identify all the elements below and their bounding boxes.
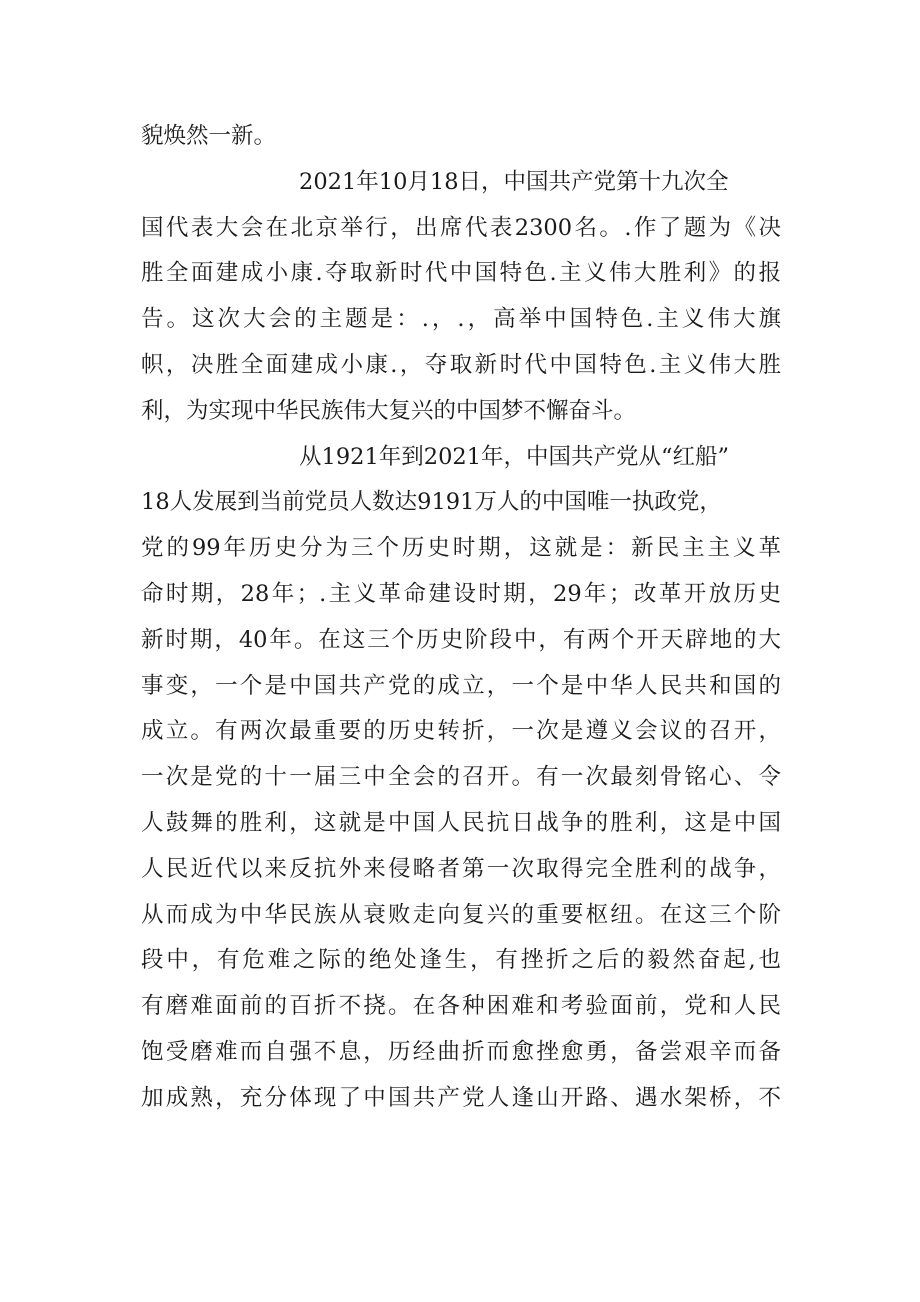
- text-line: 成立。有两次最重要的历史转折，一次是遵义会议的召开，: [141, 718, 781, 745]
- text-line: 命时期，28年；.主义革命建设时期，29年；改革开放历史: [141, 580, 781, 607]
- text-line: 一次是党的十一届三中全会的召开。有一次最刻骨铭心、令: [141, 764, 781, 791]
- text-line: 18人发展到当前党员人数达9191万人的中国唯一执政党，: [141, 489, 722, 516]
- text-line: 利，为实现中华民族伟大复兴的中国梦不懈奋斗。: [141, 397, 637, 424]
- text-line: 人鼓舞的胜利，这就是中国人民抗日战争的胜利，这是中国: [141, 809, 781, 836]
- text-line: 2021年10月18日，中国共产党第十九次全: [299, 168, 729, 195]
- text-line: 帜，决胜全面建成小康.，夺取新时代中国特色.主义伟大胜: [141, 351, 781, 378]
- text-line: 段中，有危难之际的绝处逢生，有挫折之后的毅然奋起,也: [141, 947, 781, 974]
- text-line: 人民近代以来反抗外来侵略者第一次取得完全胜利的战争，: [141, 855, 781, 882]
- text-line: 从而成为中华民族从衰败走向复兴的重要枢纽。在这三个阶: [141, 901, 781, 928]
- text-line: 事变，一个是中国共产党的成立，一个是中华人民共和国的: [141, 672, 781, 699]
- text-line: 国代表大会在北京举行，出席代表2300名。.作了题为《决: [141, 214, 781, 241]
- text-line: 加成熟，充分体现了中国共产党人逢山开路、遇水架桥，不: [141, 1084, 781, 1111]
- text-line: 胜全面建成小康.夺取新时代中国特色.主义伟大胜利》的报: [141, 260, 781, 287]
- text-line: 从1921年到2021年，中国共产党从“红船”: [299, 443, 730, 470]
- text-line: 新时期，40年。在这三个历史阶段中，有两个开天辟地的大: [141, 626, 781, 653]
- text-line: 有磨难面前的百折不挠。在各种困难和考验面前，党和人民: [141, 993, 781, 1020]
- text-line: 党的99年历史分为三个历史时期，这就是：新民主主义革: [141, 535, 781, 562]
- text-line: 告。这次大会的主题是：.，.，高举中国特色.主义伟大旗: [141, 306, 781, 333]
- text-line: 貌焕然一新。: [141, 123, 277, 149]
- paragraph: [141, 160, 781, 435]
- text-line: 饱受磨难而自强不息，历经曲折而愈挫愈勇，备尝艰辛而备: [141, 1038, 781, 1065]
- paragraph: [141, 114, 781, 160]
- paragraph: [141, 435, 781, 1122]
- body-text: [141, 114, 781, 1122]
